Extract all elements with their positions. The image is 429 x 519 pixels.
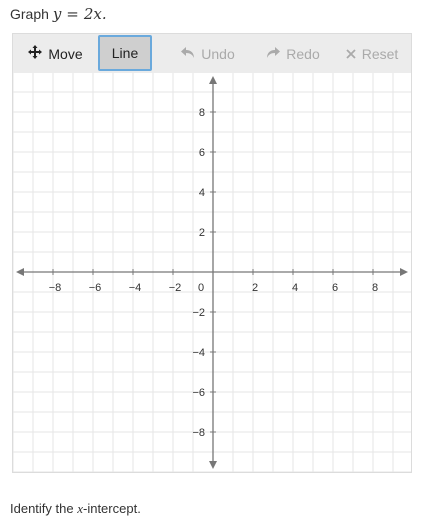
x-tick-label: 2	[251, 282, 259, 294]
y-tick-label: −2	[192, 307, 205, 319]
x-axis-left-arrow-icon	[16, 268, 24, 276]
move-tool-label: Move	[48, 45, 83, 62]
close-icon	[346, 46, 356, 62]
graph-toolbar	[13, 34, 411, 73]
undo-arrow-icon	[181, 46, 195, 62]
question-text	[10, 501, 141, 517]
x-axis-right-arrow-icon	[400, 268, 408, 276]
redo-label: Redo	[286, 45, 320, 62]
problem-prompt	[10, 5, 107, 23]
line-tool-label: Line	[111, 45, 139, 61]
x-tick-label: 4	[291, 282, 299, 294]
reset-label: Reset	[361, 45, 399, 62]
question-before: Identify the	[10, 501, 78, 516]
y-tick-label: −6	[192, 387, 205, 399]
undo-label: Undo	[201, 45, 235, 62]
equation	[53, 5, 107, 23]
x-tick-label: −4	[128, 282, 142, 294]
equation-rhs: 2x	[83, 5, 102, 23]
line-tool-button[interactable]	[98, 35, 152, 71]
x-tick-label: 6	[331, 282, 339, 294]
redo-arrow-icon	[266, 46, 280, 62]
y-tick-label: 4	[198, 187, 205, 199]
question-variable: x	[77, 501, 83, 516]
y-tick-label: 2	[198, 227, 205, 239]
equation-period: .	[101, 5, 107, 23]
y-tick-label: 8	[198, 107, 205, 119]
reset-button[interactable]	[333, 34, 411, 73]
x-tick-label: 0	[197, 282, 205, 294]
y-tick-label: 6	[198, 147, 205, 159]
move-tool-button[interactable]	[13, 34, 98, 73]
y-tick-label: −8	[192, 427, 205, 439]
x-tick-label: 8	[371, 282, 379, 294]
undo-button[interactable]	[168, 34, 248, 73]
y-axis-up-arrow-icon	[209, 76, 217, 84]
move-arrows-icon	[28, 45, 42, 62]
y-tick-label: −4	[192, 347, 205, 359]
redo-button[interactable]	[253, 34, 333, 73]
prompt-prefix: Graph	[10, 6, 49, 22]
equation-equals: =	[66, 5, 79, 23]
axes	[16, 76, 408, 469]
equation-lhs: y	[52, 5, 62, 23]
coordinate-plane[interactable]	[13, 73, 411, 472]
x-tick-label: −8	[48, 282, 62, 294]
x-tick-label: −6	[88, 282, 102, 294]
graphing-widget	[12, 33, 412, 473]
x-tick-label: −2	[168, 282, 182, 294]
question-after: -intercept.	[83, 501, 141, 516]
y-axis-down-arrow-icon	[209, 461, 217, 469]
